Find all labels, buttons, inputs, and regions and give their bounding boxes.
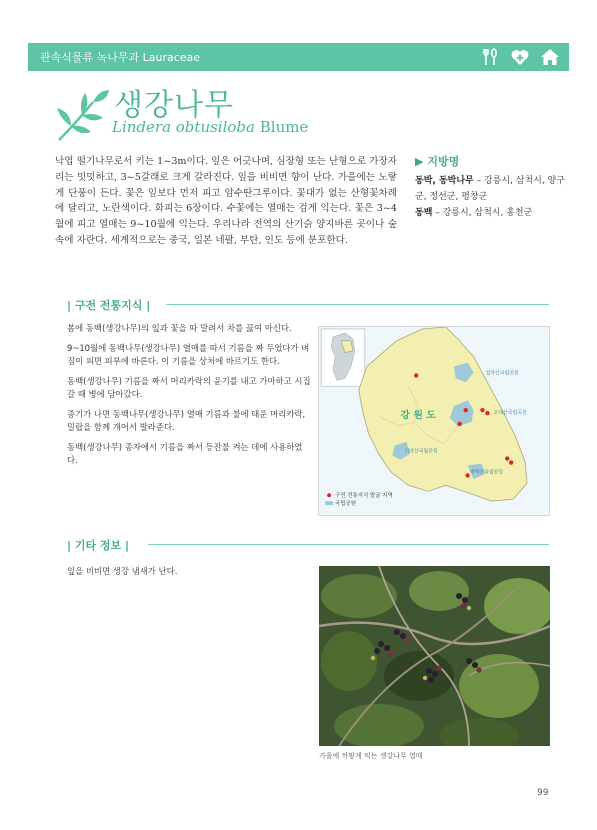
section-divider: [148, 544, 549, 545]
triangle-bullet-icon: ▶: [415, 155, 424, 168]
regional-name: 동박, 동박나무: [415, 176, 474, 186]
other-info-heading: | 기타 정보 |: [67, 539, 130, 552]
knowledge-site-point: [414, 373, 418, 377]
knowledge-site-point: [485, 411, 489, 415]
regional-name: 동백: [415, 207, 433, 218]
gangwon-distribution-map: [318, 326, 550, 516]
knowledge-site-point: [458, 422, 462, 426]
knowledge-paragraph: 봄에 동백(생강나무)의 잎과 꽃을 따 말려서 차를 끓여 마신다.: [67, 323, 292, 333]
regional-name-entry: [415, 174, 565, 206]
knowledge-paragraph: 동백(생강나무) 기름을 짜서 머리카락의 윤기를 내고 가마하고 시집갈 때 병에 담아갔다.: [67, 376, 311, 399]
scientific-author: Blume: [259, 118, 309, 136]
photo-caption: 가을에 까맣게 익는 생강나무 열매: [319, 752, 423, 760]
knowledge-site-point: [463, 408, 467, 412]
regional-places: – 강릉시, 삼척시, 양구군, 정선군, 평창군: [415, 176, 565, 202]
knowledge-paragraph: 동백(생강나무) 종자에서 기름을 짜서 등잔불 켜는 데에 사용하였다.: [67, 442, 303, 465]
park-label: 오대산국립공원: [493, 410, 527, 417]
fork-spoon-icon[interactable]: [479, 46, 501, 68]
park-label: 치악산국립공원: [404, 448, 438, 455]
legend-park-icon: [325, 501, 333, 505]
traditional-knowledge-text: [67, 322, 312, 474]
leaf-logo-icon: [55, 88, 110, 143]
header-icons: [479, 46, 561, 68]
legend-point-icon: [327, 493, 331, 497]
other-info-text: 잎을 비비면 생강 냄새가 난다.: [67, 566, 178, 576]
legend-label: 국립공원: [335, 501, 357, 508]
province-label: 강 원 도: [400, 410, 436, 422]
park-label: 설악산국립공원: [485, 370, 519, 377]
plant-name-korean: 생강나무: [114, 88, 234, 123]
legend-label: 구전 전통지식 발굴 지역: [335, 493, 393, 500]
regional-names-title-text: 지방명: [427, 155, 460, 168]
regional-names-list: [415, 174, 565, 221]
knowledge-paragraph: 종기가 나면 동백나무(생강나무) 열매 기름과 불에 태운 머리카락, 밀랍을 함께 개어서 발라준다.: [67, 409, 306, 432]
berries-photo: [319, 566, 550, 746]
home-icon[interactable]: [539, 46, 561, 68]
knowledge-site-point: [509, 460, 513, 464]
park-label: 태백산국립공원: [469, 469, 504, 476]
plant-name-scientific: [112, 118, 308, 136]
regional-places: – 강릉시, 삼척시, 홍천군: [432, 207, 533, 218]
category-title: 관속식물류 녹나무과 Lauraceae: [40, 51, 201, 64]
regional-names-title: [415, 153, 459, 169]
page-number: 99: [537, 788, 549, 798]
knowledge-paragraph: 9~10월에 동백나무(생강나무) 열매를 따서 기름을 짜 두었다가 벼짐이 피면 피부에 바른다. 이 기름을 상처에 바르기도 한다.: [67, 343, 310, 366]
heart-plus-icon[interactable]: [509, 46, 531, 68]
traditional-knowledge-heading: | 구전 전통지식 |: [67, 299, 151, 312]
scientific-binomial: Lindera obtusiloba: [112, 118, 255, 136]
plant-description: 낙엽 떨기나무로서 키는 1~3m이다. 잎은 어긋나며, 심장형 또는 난형으로 가장자리는 밋밋하고, 3~5갈래로 크게 갈라진다. 잎을 비비면 향이 난다. 가을에는 노랗게 단풍이 든다. 꽃은 잎보다 먼저 피고 암수딴그루이다. 꽃대가 없는 산형꽃차례에 달리고, 노란색이다. 화피는 6장이다. 수꽃에는 열매는 검게 익는다. 꽃은 3~4월에 피고 열매는 9~10월에 익는다. 우리나라 전역의 산기슭 양지바른 곳이나 숲속에 자란다. 세계적으로는 중국, 일본 네팔, 부탄, 인도 등에 분포한다.: [55, 156, 397, 246]
regional-name-entry: [415, 206, 565, 222]
knowledge-site-point: [505, 456, 509, 460]
section-divider: [166, 304, 549, 305]
knowledge-site-point: [480, 408, 484, 412]
